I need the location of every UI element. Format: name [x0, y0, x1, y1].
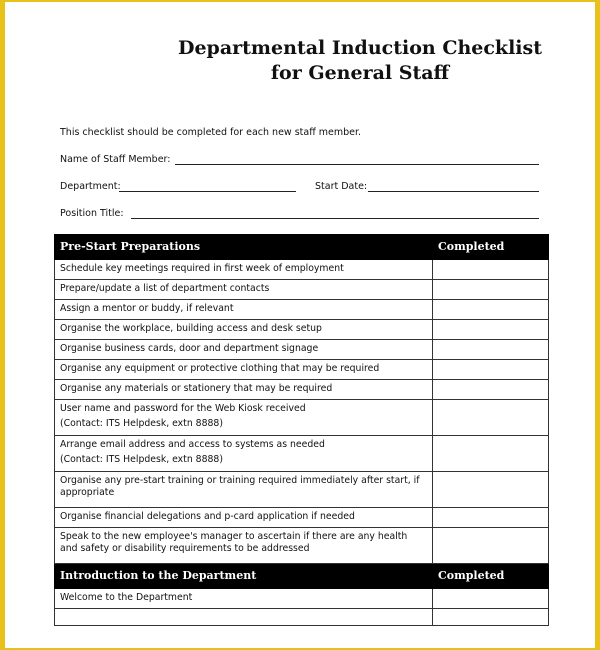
position-field[interactable] — [131, 218, 539, 219]
checklist-table — [54, 234, 549, 626]
task-cell: Organise any equipment or protective clothing that may be required — [55, 360, 433, 380]
section-header — [55, 235, 549, 260]
completed-cell[interactable] — [433, 472, 549, 508]
table-row — [55, 380, 549, 400]
task-cell: Organise any materials or stationery that may be required — [55, 380, 433, 400]
completed-header: Completed — [433, 564, 549, 589]
completed-cell[interactable] — [433, 280, 549, 300]
title-line-2: for General Staff — [270, 62, 450, 84]
task-cell — [55, 400, 433, 436]
task-cell: Speak to the new employee's manager to ascertain if there are any health and safety or disability requirements to be addressed — [55, 528, 433, 564]
table-row — [55, 320, 549, 340]
task-cell: Organise any pre-start training or training required immediately after start, if appropriate — [55, 472, 433, 508]
task-cell: Schedule key meetings required in first week of employment — [55, 260, 433, 280]
completed-cell[interactable] — [433, 400, 549, 436]
completed-cell[interactable] — [433, 589, 549, 609]
name-label: Name of Staff Member: — [60, 154, 171, 165]
task-cell — [55, 436, 433, 472]
completed-cell[interactable] — [433, 340, 549, 360]
document-title — [5, 36, 595, 86]
table-row — [55, 280, 549, 300]
start-date-label: Start Date: — [315, 181, 368, 192]
table-row — [55, 528, 549, 564]
task-cell: Organise financial delegations and p-card application if needed — [55, 508, 433, 528]
contact-note: (Contact: ITS Helpdesk, extn 8888) — [60, 454, 223, 465]
task-cell: Organise the workplace, building access and desk setup — [55, 320, 433, 340]
task-text: Arrange email address and access to systems as needed — [60, 439, 325, 450]
table-row — [55, 260, 549, 280]
position-label: Position Title: — [60, 208, 124, 219]
completed-cell[interactable] — [433, 528, 549, 564]
task-text: User name and password for the Web Kiosk received — [60, 403, 306, 414]
start-date-field[interactable] — [368, 191, 539, 192]
section-header — [55, 564, 549, 589]
department-label: Department: — [60, 181, 121, 192]
table-row — [55, 609, 549, 626]
task-cell: Prepare/update a list of department contacts — [55, 280, 433, 300]
name-field[interactable] — [175, 164, 539, 165]
completed-cell[interactable] — [433, 508, 549, 528]
table-row — [55, 508, 549, 528]
table-row — [55, 589, 549, 609]
table-row — [55, 436, 549, 472]
task-cell: Welcome to the Department — [55, 589, 433, 609]
intro-text: This checklist should be completed for each new staff member. — [60, 127, 362, 138]
completed-cell[interactable] — [433, 260, 549, 280]
completed-cell[interactable] — [433, 609, 549, 626]
department-field[interactable] — [119, 191, 296, 192]
completed-header: Completed — [433, 235, 549, 260]
completed-cell[interactable] — [433, 380, 549, 400]
completed-cell[interactable] — [433, 436, 549, 472]
completed-cell[interactable] — [433, 360, 549, 380]
task-cell — [55, 609, 433, 626]
completed-cell[interactable] — [433, 320, 549, 340]
table-row — [55, 472, 549, 508]
document-page — [5, 2, 595, 648]
title-line-1: Departmental Induction Checklist — [177, 37, 542, 59]
table-row — [55, 400, 549, 436]
task-cell: Assign a mentor or buddy, if relevant — [55, 300, 433, 320]
completed-cell[interactable] — [433, 300, 549, 320]
task-cell: Organise business cards, door and department signage — [55, 340, 433, 360]
section-heading: Introduction to the Department — [55, 564, 433, 589]
table-row — [55, 340, 549, 360]
contact-note: (Contact: ITS Helpdesk, extn 8888) — [60, 418, 223, 429]
table-row — [55, 360, 549, 380]
section-heading: Pre-Start Preparations — [55, 235, 433, 260]
table-row — [55, 300, 549, 320]
